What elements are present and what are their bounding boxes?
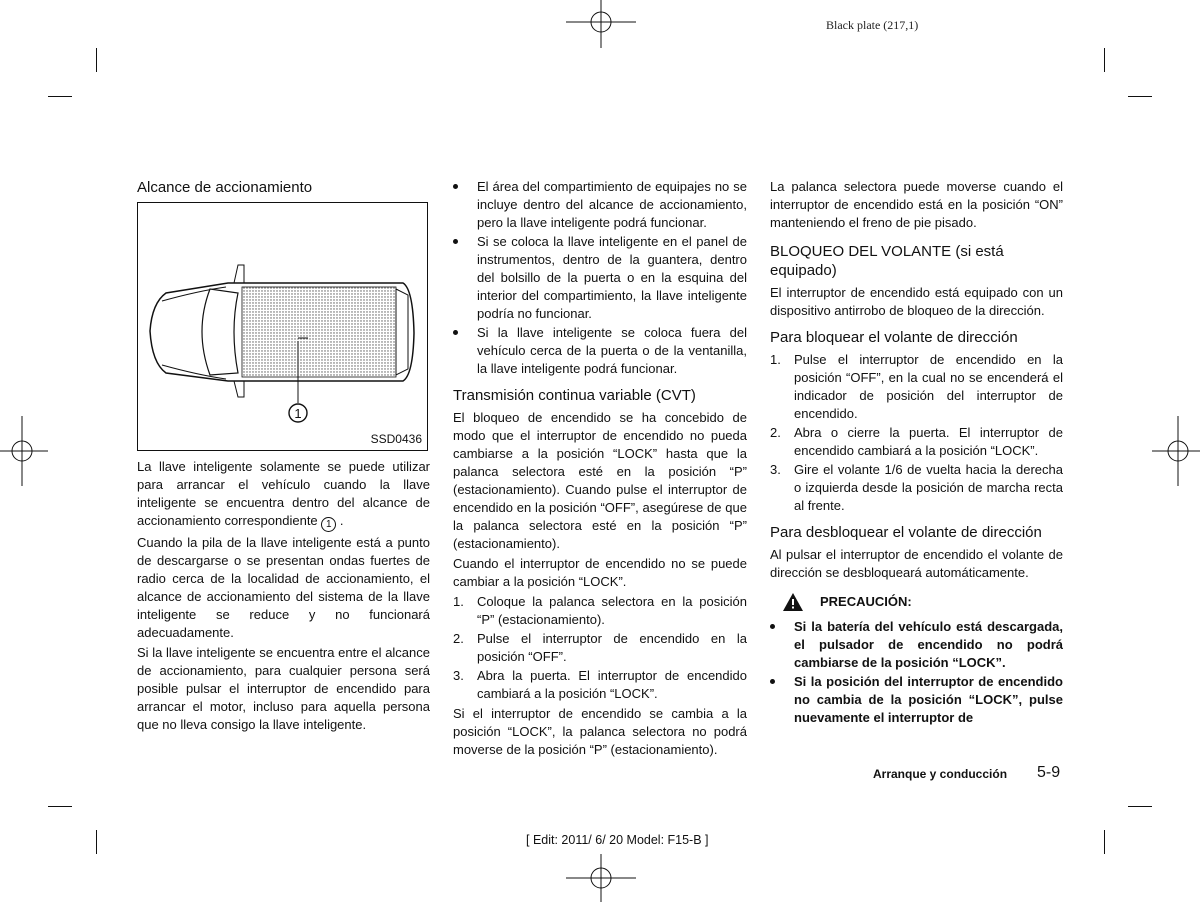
bullet-list [453,178,747,378]
caution-list [770,618,1063,727]
list-item: 2. Pulse el interruptor de encendido en la posición “OFF”. [453,631,747,664]
list-item: 3. Abra la puerta. El interruptor de encendido cambiará a la posición “LOCK”. [453,668,747,701]
page-number: 5-9 [1037,764,1061,781]
bullet-icon [453,239,458,244]
subsection-heading: Para desbloquear el volante de dirección [770,524,1042,541]
column-1-body [137,458,430,736]
edit-info: [ Edit: 2011/ 6/ 20 Model: F15-B ] [526,833,709,847]
paragraph: Al pulsar el interruptor de encendido el volante de dirección se desbloqueará automáticamente. [770,547,1063,580]
bullet-icon [770,679,775,684]
list-item: Si la llave inteligente se coloca fuera del vehículo cerca de la puerta o de la ventanilla, la llave inteligente podrá funcionar. [453,324,747,378]
paragraph: El bloqueo de encendido se ha concebido de modo que el interruptor de encendido no pueda cambiarse a la posición “LOCK” hasta que la palanca selectora esté en la posición “P” (estacionamiento). Cuando pulse el interruptor de encendido en la posición “OFF”, asegúrese de que la palanca selectora esté en la posición “P” (estacionamiento). [453,410,747,551]
bullet-icon [453,330,458,335]
numbered-list [453,593,747,703]
registration-mark-right [1150,416,1200,486]
column-1 [137,178,430,201]
list-item: 2. Abra o cierre la puerta. El interruptor de encendido cambiará a la posición “LOCK”. [770,425,1063,458]
list-item: 1. Coloque la palanca selectora en la posición “P” (estacionamiento). [453,594,747,627]
paragraph: Cuando el interruptor de encendido no se puede cambiar a la posición “LOCK”. [453,556,747,589]
paragraph: La palanca selectora puede moverse cuando el interruptor de encendido está en la posición “ON” manteniendo el freno de pie pisado. [770,179,1063,230]
list-item: 3. Gire el volante 1/6 de vuelta hacia la derecha o izquierda desde la posición de marcha recta al frente. [770,462,1063,513]
crop-mark [48,806,72,807]
registration-mark-top [566,0,636,50]
registration-mark-left [0,416,50,486]
black-plate-label: Black plate (217,1) [826,18,919,32]
registration-mark-bottom [566,852,636,902]
paragraph: Cuando la pila de la llave inteligente está a punto de descargarse o se presentan ondas fuertes de radio cerca de la localidad de accionamiento, el alcance de accionamiento del sistema de la llave inteligente se reduce y no funcionará adecuadamente. [137,535,430,640]
paragraph: La llave inteligente solamente se puede utilizar para arrancar el vehículo cuando la llave inteligente se encuentra dentro del alcance de accionamiento correspondiente 1 . [137,459,430,530]
callout-reference: 1 [321,517,336,532]
column-2 [453,178,747,761]
section-heading: Transmisión continua variable (CVT) [453,387,696,404]
crop-mark [96,830,97,854]
crop-mark [1104,48,1105,72]
section-heading: BLOQUEO DEL VOLANTE (si está equipado) [770,243,1004,279]
range-figure [137,202,428,451]
paragraph: Si el interruptor de encendido se cambia a la posición “LOCK”, la palanca selectora no podrá moverse de la posición “P” (estacionamiento). [453,706,747,757]
list-item: Si la posición del interruptor de encendido no cambia de la posición “LOCK”, pulse nuevamente el interruptor de [770,673,1063,727]
list-item: 1. Pulse el interruptor de encendido en la posición “OFF”, en la cual no se encenderá el indicador de posición del interruptor de encendido. [770,352,1063,421]
list-item: El área del compartimiento de equipajes no se incluye dentro del alcance de accionamiento, pero la llave inteligente podrá funcionar. [453,178,747,232]
bullet-icon [453,184,458,189]
column-3 [770,178,1063,729]
figure-callout-number: 1 [294,406,302,421]
figure-code: SSD0436 [370,432,422,446]
numbered-list [770,351,1063,515]
list-item: Si la batería del vehículo está descargada, el pulsador de encendido no podrá cambiarse de la posición “LOCK”. [770,618,1063,672]
list-item: Si se coloca la llave inteligente en el panel de instrumentos, dentro de la guantera, dentro del bolsillo de la puerta o en la esquina del interior del compartimiento, la llave inteligente podría no funcionar. [453,233,747,323]
warning-triangle-icon [782,592,804,612]
section-heading: Alcance de accionamiento [137,179,313,196]
subsection-heading: Para bloquear el volante de dirección [770,329,1018,346]
paragraph: Si la llave inteligente se encuentra entre el alcance de accionamiento, para cualquier persona será posible pulsar el interruptor de encendido para arrancar el motor, incluso para aquella persona que no lleva consigo la llave inteligente. [137,645,430,732]
paragraph: El interruptor de encendido está equipado con un dispositivo antirrobo de bloqueo de la dirección. [770,285,1063,318]
crop-mark [1104,830,1105,854]
crop-mark [1128,806,1152,807]
crop-mark [48,96,72,97]
bullet-icon [770,624,775,629]
section-footer: Arranque y conducción [873,767,1008,781]
crop-mark [96,48,97,72]
caution-heading: PRECAUCIÓN: [782,592,1063,612]
vehicle-top-view-illustration [138,203,426,449]
crop-mark [1128,96,1152,97]
